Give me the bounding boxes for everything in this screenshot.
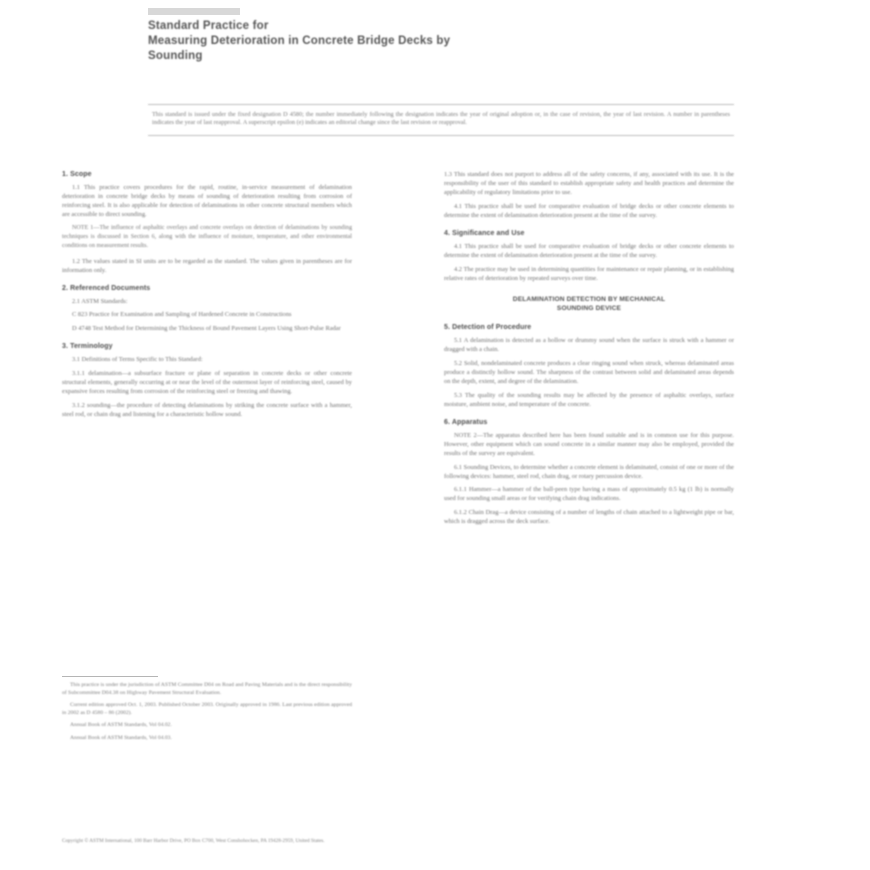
paragraph-continuation: 1.3 This standard does not purport to address all of the safety concerns, if any, associated with its use. It is the responsibility of the user of this standard to establish appropriate safety and health practices and determine the applicability of regulatory limitations prior to use. — [444, 171, 734, 197]
section-heading-apparatus: 6. Apparatus — [444, 418, 488, 426]
footnote: This practice is under the jurisdiction of ASTM Committee D04 on Road and Paving Materials and is the direct responsibility of Subcommittee D04.38 on Highway Pavement Structural Evaluation. — [62, 682, 352, 696]
paragraph: 4.1 This practice shall be used for comparative evaluation of bridge decks or other concrete elements to determine the extent of delamination deterioration present at the time of the survey. — [444, 202, 734, 219]
footnote-block — [62, 676, 352, 748]
center-heading — [444, 295, 734, 314]
left-text-column — [62, 170, 352, 423]
paragraph: 5.2 Solid, nondelaminated concrete produces a clear ringing sound when struck, whereas delaminated areas produce a distinctly hollow sound. The sharpness of the contrast between solid and delaminated areas depends on the depth, extent, and degree of the delamination. — [444, 359, 734, 385]
footnote: Annual Book of ASTM Standards, Vol 04.03. — [70, 734, 172, 741]
section-heading-scope: 1. Scope — [62, 171, 92, 178]
paragraph: 1.1 This practice covers procedures for the rapid, routine, in-service measurement of delamination deterioration in concrete bridge decks by means of sounding of deterioration resulting from corrosion of reinforcing steel. It is also applicable for detection of delaminations in other concrete structural members which are accessible to direct sounding. — [62, 184, 352, 219]
footnote-rule — [62, 676, 158, 677]
center-heading-line-2: SOUNDING DEVICE — [556, 305, 622, 313]
document-header — [148, 8, 748, 64]
paragraph: 1.2 The values stated in SI units are to be regarded as the standard. The values given in parentheses are for information only. — [62, 257, 352, 274]
paragraph: 6.1 Sounding Devices, to determine whether a concrete element is delaminated, consist of one or more of the following devices: hammer, steel rod, chain drag, or rotary percussion device. — [444, 463, 734, 480]
center-heading-line-1: DELAMINATION DETECTION BY MECHANICAL — [512, 295, 666, 303]
note-paragraph: NOTE 2—The apparatus described here has been found suitable and is in common use for this purpose. However, other equipment which can sound concrete in a similar manner may also be employed, provided the results of the survey are equivalent. — [444, 431, 734, 457]
paragraph: 3.1.2 sounding—the procedure of detecting delaminations by striking the concrete surface with a hammer, steel rod, or chain drag and listening for a characteristic hollow sound. — [62, 401, 352, 418]
paragraph: 3.1 Definitions of Terms Specific to This Standard: — [72, 356, 203, 364]
paragraph: 2.1 ASTM Standards: — [72, 297, 128, 305]
paragraph: 4.1 This practice shall be used for comparative evaluation of bridge decks or other concrete elements to determine the extent of delamination deterioration present at the time of the survey. — [444, 243, 734, 260]
designation-bar — [148, 8, 240, 15]
copyright-notice: Copyright © ASTM International, 100 Barr Harbor Drive, PO Box C700, West Conshohocken, PA 19428-2959, United States. — [62, 838, 325, 844]
section-heading-significance-and-use: 4. Significance and Use — [444, 229, 525, 237]
paragraph: 6.1.1 Hammer—a hammer of the ball-peen type having a mass of approximately 0.5 kg (1 lb) is normally used for sounding small areas or for verifying chain drag indications. — [444, 486, 734, 503]
title-line-3: Sounding — [148, 50, 203, 62]
title-line-2: Measuring Deterioration in Concrete Bridge Decks by — [148, 35, 451, 47]
document-title — [148, 19, 748, 64]
standard-issue-note: This standard is issued under the fixed designation D 4580; the number immediately following the designation indicates the year of original adoption or, in the case of revision, the year of last revision. A number in parentheses indicates the year of last reapproval. A superscript epsilon (e) indicates an editorial change since the last revision or reapproval. — [148, 104, 734, 136]
title-line-1: Standard Practice for — [148, 20, 269, 32]
note-paragraph: NOTE 1—The influence of asphaltic overlays and concrete overlays on detection of delaminations by sounding techniques is discussed in Section 6, along with the influence of moisture, temperature, and other environmental conditions on measurement results. — [62, 225, 352, 249]
paragraph: 3.1.1 delamination—a subsurface fracture or plane of separation in concrete decks or other concrete structural elements, generally occurring at or near the level of the outermost layer of reinforcing steel, caused by expansive forces resulting from corrosion of the reinforcing steel or freezing and thawing. — [62, 369, 352, 396]
paragraph: 6.1.2 Chain Drag—a device consisting of a number of lengths of chain attached to a lightweight pipe or bar, which is dragged across the deck surface. — [444, 508, 734, 526]
paragraph: 5.1 A delamination is detected as a hollow or drummy sound when the surface is struck with a hammer or dragged with a chain. — [444, 337, 734, 354]
section-heading-terminology: 3. Terminology — [62, 343, 113, 351]
footnote: Annual Book of ASTM Standards, Vol 04.02. — [70, 722, 172, 729]
section-heading-referenced-documents: 2. Referenced Documents — [62, 284, 151, 292]
right-text-column — [444, 170, 734, 531]
footnote: Current edition approved Oct. 1, 2003. Published October 2003. Originally approved in 1986. Last previous edition approved in 2002 as D 4580 – 86 (2002). — [62, 702, 352, 716]
paragraph: D 4748 Test Method for Determining the Thickness of Bound Pavement Layers Using Short-Pulse Radar — [72, 325, 341, 333]
section-heading-detection-of-procedure: 5. Detection of Procedure — [444, 323, 532, 331]
paragraph: 4.2 The practice may be used in determining quantities for maintenance or repair planning, or in establishing relative rates of deterioration by repeated surveys over time. — [444, 265, 734, 282]
paragraph: 5.3 The quality of the sounding results may be affected by the presence of asphaltic overlays, surface moisture, ambient noise, and temperature of the concrete. — [444, 391, 734, 408]
paragraph: C 823 Practice for Examination and Sampling of Hardened Concrete in Constructions — [72, 311, 292, 319]
